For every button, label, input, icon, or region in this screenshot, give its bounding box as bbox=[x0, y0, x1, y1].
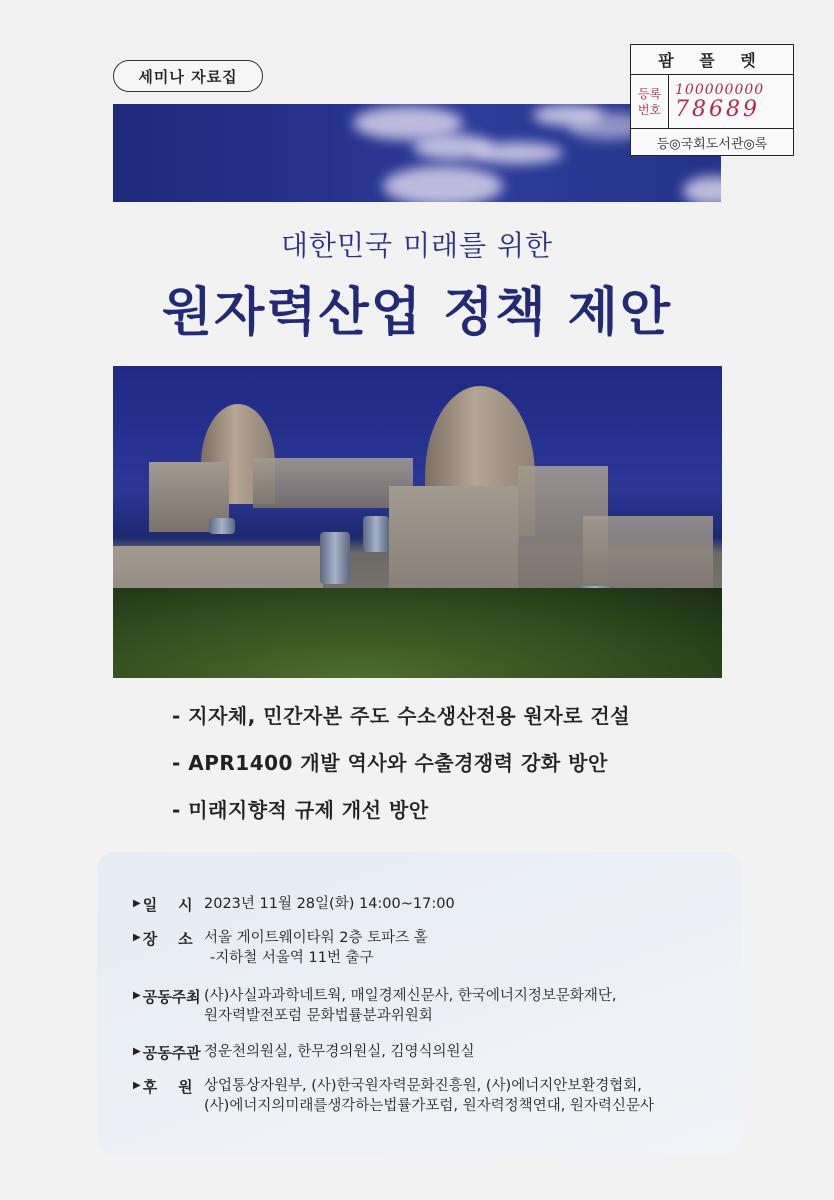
stamp-label bbox=[631, 75, 669, 129]
triangle-bullet-icon: ▶ bbox=[133, 932, 141, 943]
registration-stamp bbox=[630, 44, 794, 156]
triangle-bullet-icon: ▶ bbox=[133, 1080, 141, 1091]
info-key-sponsors: 후 원 bbox=[142, 1078, 193, 1096]
info-key-date: 일 시 bbox=[142, 896, 193, 914]
info-value-venue: 서울 게이트웨이타워 2층 토파즈 홀 bbox=[204, 930, 428, 946]
info-key-co-organizers: 공동주관 bbox=[142, 1044, 201, 1062]
info-value-sponsors-cont: (사)에너지의미래를생각하는법률가포럼, 원자력정책연대, 원자력신문사 bbox=[204, 1098, 654, 1114]
page-title: 원자력산업 정책 제안 bbox=[161, 283, 673, 343]
stamp-number-line2: 78689 bbox=[675, 96, 760, 122]
info-key-venue: 장 소 bbox=[142, 930, 193, 948]
info-row-sponsors bbox=[133, 1076, 654, 1116]
stamp-number-line1: 100000000 bbox=[675, 81, 765, 98]
topic-item: - 미래지향적 규제 개선 방안 bbox=[172, 798, 429, 822]
seminar-label-badge: 세미나 자료집 bbox=[113, 60, 263, 92]
topic-item: - 지자체, 민간자본 주도 수소생산전용 원자로 건설 bbox=[172, 704, 631, 728]
stamp-label-line1: 등록 bbox=[637, 86, 662, 101]
nuclear-plant-photo bbox=[113, 366, 722, 678]
topic-item: - APR1400 개발 역사와 수출경쟁력 강화 방안 bbox=[172, 751, 608, 775]
event-info-box bbox=[97, 852, 742, 1155]
info-value-venue-directions: -지하철 서울역 11번 출구 bbox=[210, 950, 374, 966]
info-value-sponsors: 상업통상자원부, (사)한국원자력문화진흥원, (사)에너지안보환경협회, bbox=[204, 1078, 642, 1094]
stamp-label-line2: 번호 bbox=[637, 102, 662, 117]
info-row-date bbox=[133, 894, 455, 915]
info-value-co-hosts-cont: 원자력발전포럼 문화법률분과위원회 bbox=[204, 1008, 433, 1024]
info-value-co-organizers: 정운천의원실, 한무경의원실, 김영식의원실 bbox=[204, 1044, 475, 1060]
stamp-footer: 등◎국회도서관◎록 bbox=[656, 136, 768, 152]
info-value-co-hosts: (사)사실과과학네트웍, 매일경제신문사, 한국에너지정보문화재단, bbox=[204, 988, 617, 1004]
topic-list bbox=[172, 703, 630, 844]
triangle-bullet-icon: ▶ bbox=[133, 990, 141, 1001]
stamp-title: 팜 플 렛 bbox=[631, 45, 793, 75]
info-key-co-hosts: 공동주최 bbox=[142, 988, 201, 1006]
info-row-co-organizers bbox=[133, 1042, 475, 1063]
stamp-handwritten-number bbox=[669, 75, 793, 129]
triangle-bullet-icon: ▶ bbox=[133, 898, 141, 909]
triangle-bullet-icon: ▶ bbox=[133, 1046, 141, 1057]
info-row-venue bbox=[133, 928, 428, 968]
page-subtitle: 대한민국 미래를 위한 bbox=[280, 229, 554, 262]
info-row-co-hosts bbox=[133, 986, 617, 1026]
info-value-date: 2023년 11월 28일(화) 14:00~17:00 bbox=[204, 896, 455, 912]
